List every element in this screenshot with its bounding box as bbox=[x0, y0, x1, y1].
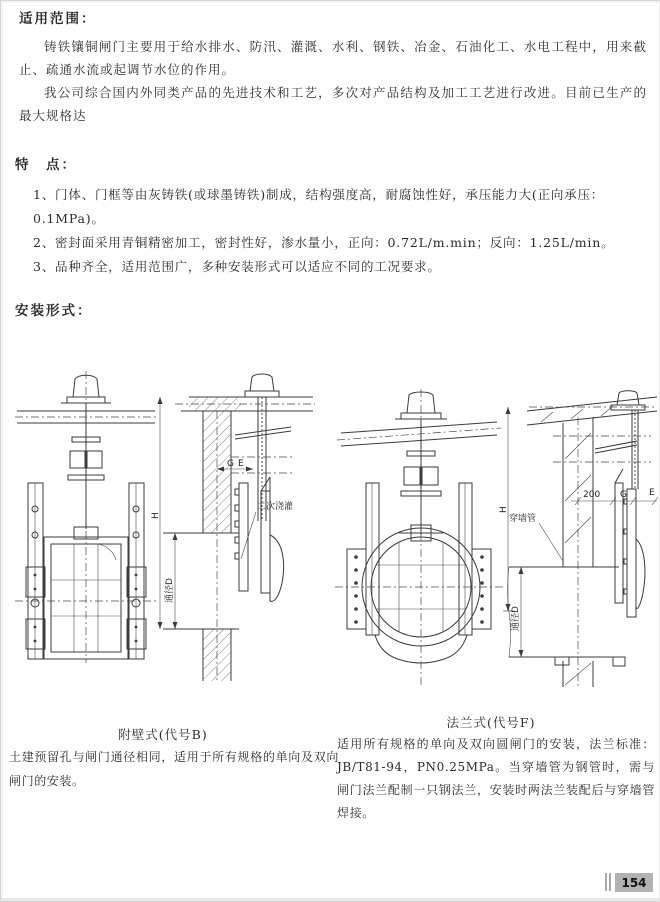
gate-frame-plates bbox=[235, 477, 284, 601]
flange-description: 适用所有规格的单向及双向圆闸门的安装，法兰标准：JB/T81-94，PN0.25MPa。当穿墙管为钢管时，需与闸门法兰配制一只钢法兰，安装时两法兰装配后与穿墙管焊接。 bbox=[337, 737, 655, 820]
dimension-h bbox=[151, 397, 163, 629]
wall-pipe-label: 穿墙管 bbox=[509, 514, 537, 524]
drawing-wall-mounted-front-view bbox=[15, 371, 157, 663]
footer-rule-bar bbox=[609, 873, 611, 891]
guide-rails bbox=[366, 483, 472, 635]
dim-h-label: H bbox=[151, 512, 161, 519]
installation-heading: 安装形式： bbox=[15, 303, 93, 319]
features-heading: 特 点： bbox=[15, 157, 77, 173]
scope-paragraph-1: 铸铁镶铜闸门主要用于给水排水、防汛、灌溉、水利、钢铁、冶金、石油化工、水电工程中，用来截止、疏通水流或起调节水位的作用。 bbox=[19, 39, 647, 77]
dimension-h bbox=[499, 407, 515, 611]
scope-heading: 适用范围： bbox=[19, 11, 97, 27]
dim-200-label: 200 bbox=[583, 490, 601, 500]
drawing-flange-side-view bbox=[501, 389, 659, 689]
page-number: 154 bbox=[615, 873, 653, 892]
dim-g-label: G bbox=[227, 459, 234, 469]
support-slab bbox=[337, 422, 501, 446]
feature-item-1: 1、门体、门框等由灰铸铁(或球墨铸铁)制成，结构强度高，耐腐蚀性好，承压能力大(正向承压：0.1MPa)。 bbox=[33, 187, 605, 226]
support-slab bbox=[175, 397, 315, 411]
dim-d-label: 通径D bbox=[511, 606, 521, 631]
footer-rule-bar bbox=[605, 873, 607, 891]
drawing-wall-mounted-side-view bbox=[153, 373, 315, 683]
secondary-grout-label: 二次浇灌 bbox=[257, 502, 294, 512]
valve-stem bbox=[401, 419, 441, 535]
wall-section bbox=[203, 411, 231, 681]
drawing-flange-front-view bbox=[335, 389, 503, 689]
wall-mounted-description: 土建预留孔与闸门通径相同，适用于所有规格的单向及双向闸门的安装。 bbox=[9, 750, 339, 788]
wall-section bbox=[563, 417, 593, 687]
feature-item-3: 3、品种齐全，适用范围广，多种安装形式可以适应不同的工况要求。 bbox=[33, 259, 441, 274]
features-list bbox=[33, 183, 649, 279]
dim-h-label: H bbox=[499, 506, 509, 513]
dim-e-label: E bbox=[649, 488, 655, 498]
dimension-diameter bbox=[163, 533, 178, 629]
dim-e-label: E bbox=[238, 459, 244, 469]
threaded-stem bbox=[553, 410, 651, 489]
wall-pipe bbox=[508, 567, 626, 666]
dim-d-label: 通径D bbox=[165, 578, 175, 603]
operator-pedestal bbox=[245, 374, 279, 397]
side-flanges bbox=[347, 549, 491, 629]
dim-g-label: G bbox=[620, 490, 627, 500]
wall-mounted-caption: 附壁式(代号B) bbox=[118, 727, 208, 742]
valve-stem bbox=[68, 403, 104, 529]
dimension-diameter bbox=[509, 567, 524, 657]
feature-item-2: 2、密封面采用青铜精密加工，密封性好，渗水量小，正向：0.72L/m.min；反向：1.25L/min。 bbox=[33, 235, 615, 250]
scope-paragraphs bbox=[19, 35, 647, 127]
pipe-callout bbox=[509, 512, 563, 561]
flange-caption: 法兰式(代号F) bbox=[446, 715, 536, 730]
grout-callout bbox=[241, 500, 293, 559]
scope-paragraph-2: 我公司综合国内外同类产品的先进技术和工艺，多次对产品结构及加工工艺进行改进。目前已生产的最大规格达 bbox=[19, 85, 647, 123]
